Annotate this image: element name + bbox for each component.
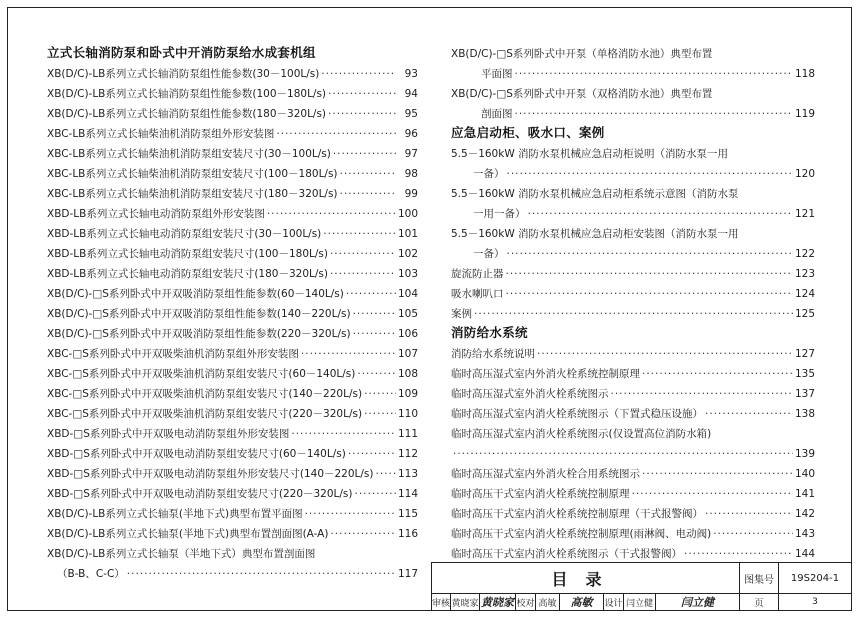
toc-page-number: 107 bbox=[397, 348, 418, 360]
toc-entry bbox=[47, 204, 418, 224]
toc-entry bbox=[47, 504, 418, 524]
toc-entry-title: 临时高压干式室内消火栓系统控制原理（干式报警阀） bbox=[451, 508, 703, 520]
toc-page-number: 135 bbox=[794, 368, 815, 380]
check-label: 校对 bbox=[516, 593, 536, 611]
toc-entry-line1: XB(D/C)-LB系列立式长轴泵（半地下式）典型布置剖面图 bbox=[47, 548, 316, 560]
leader-dots bbox=[507, 164, 793, 184]
toc-entry-line1: 5.5－160kW 消防水泵机械应急启动柜系统示意图（消防水泵 bbox=[451, 188, 739, 200]
toc-entry bbox=[47, 184, 418, 204]
toc-entry bbox=[47, 124, 418, 144]
toc-page-number: 111 bbox=[397, 428, 418, 440]
toc-entry-title: XBD-□S系列卧式中开双吸电动消防泵组安装尺寸(60－140L/s) bbox=[47, 448, 346, 460]
toc-entry bbox=[451, 444, 815, 464]
toc-entry bbox=[47, 64, 418, 84]
leader-dots bbox=[515, 104, 793, 124]
toc-entry bbox=[451, 264, 815, 284]
leader-dots bbox=[348, 444, 396, 464]
design-label: 设计 bbox=[604, 593, 624, 611]
section-heading-fire-water-system: 消防给水系统 bbox=[451, 325, 528, 340]
toc-entry bbox=[451, 544, 815, 564]
toc-entry-title: XB(D/C)-□S系列卧式中开双吸消防泵组性能参数(140－220L/s) bbox=[47, 308, 351, 320]
toc-page-number: 93 bbox=[404, 68, 418, 80]
toc-entry-title: XBC-LB系列立式长轴柴油机消防泵组安装尺寸(30－100L/s) bbox=[47, 148, 331, 160]
toc-entry bbox=[47, 484, 418, 504]
toc-entry-title: XBD-□S系列卧式中开双吸电动消防泵组外形安装尺寸(140－220L/s) bbox=[47, 468, 374, 480]
toc-entry-title: XBD-□S系列卧式中开双吸电动消防泵组安装尺寸(220－320L/s) bbox=[47, 488, 353, 500]
toc-entry bbox=[47, 144, 418, 164]
toc-page-number: 144 bbox=[794, 548, 815, 560]
toc-page-number: 119 bbox=[794, 108, 815, 120]
page-title: 目录 bbox=[432, 563, 740, 593]
toc-entry bbox=[47, 364, 418, 384]
toc-page-number: 109 bbox=[397, 388, 418, 400]
toc-entry bbox=[47, 324, 418, 344]
toc-entry bbox=[451, 464, 815, 484]
atlas-number: 19S204-1 bbox=[790, 572, 840, 584]
toc-page-number: 114 bbox=[397, 488, 418, 500]
reviewer-name: 黄晓家 bbox=[451, 593, 480, 611]
toc-entry bbox=[47, 224, 418, 244]
toc-entry-title: 临时高压湿式室内外消火栓合用系统图示 bbox=[451, 468, 640, 480]
toc-page-number: 140 bbox=[794, 468, 815, 480]
toc-entry bbox=[47, 424, 418, 444]
toc-page-number: 106 bbox=[397, 328, 418, 340]
toc-entry-line1: 5.5－160kW 消防水泵机械应急启动柜安装图（消防水泵一用 bbox=[451, 228, 739, 240]
leader-dots bbox=[376, 464, 396, 484]
toc-entry bbox=[47, 344, 418, 364]
toc-page-number: 105 bbox=[397, 308, 418, 320]
leader-dots bbox=[321, 64, 396, 84]
leader-dots bbox=[713, 524, 793, 544]
leader-dots bbox=[364, 384, 396, 404]
toc-page-number: 94 bbox=[404, 88, 418, 100]
leader-dots bbox=[506, 284, 793, 304]
toc-page-number: 139 bbox=[794, 448, 815, 460]
toc-entry bbox=[451, 344, 815, 364]
toc-entry bbox=[451, 284, 815, 304]
toc-entry-title: 旋流防止器 bbox=[451, 268, 504, 280]
toc-entry-title: 临时高压干式室内消火栓系统控制原理(雨淋阀、电动阀) bbox=[451, 528, 712, 540]
toc-entry-line1: XB(D/C)-□S系列卧式中开泵（双格消防水池）典型布置 bbox=[451, 88, 713, 100]
toc-page-number: 103 bbox=[397, 268, 418, 280]
leader-dots bbox=[340, 164, 396, 184]
toc-entry-title: XBC-□S系列卧式中开双吸柴油机消防泵组安装尺寸(60－140L/s) bbox=[47, 368, 356, 380]
toc-entry-line2: （B-B、C-C） bbox=[57, 568, 125, 580]
toc-entry bbox=[451, 304, 815, 324]
checker-name: 高敏 bbox=[536, 593, 560, 611]
toc-entry bbox=[47, 444, 418, 464]
toc-page-number: 127 bbox=[794, 348, 815, 360]
toc-entry-line1: 5.5－160kW 消防水泵机械应急启动柜说明（消防水泵一用 bbox=[451, 148, 729, 160]
leader-dots bbox=[515, 64, 793, 84]
leader-dots bbox=[507, 244, 793, 264]
atlas-number-label: 图集号 bbox=[740, 563, 779, 593]
toc-page-number: 143 bbox=[794, 528, 815, 540]
toc-entry-title: 吸水喇叭口 bbox=[451, 288, 504, 300]
page-number: 3 bbox=[812, 597, 818, 607]
leader-dots bbox=[364, 404, 396, 424]
toc-right-column bbox=[451, 44, 815, 564]
leader-dots bbox=[301, 344, 396, 364]
toc-entry bbox=[47, 104, 418, 124]
toc-entry bbox=[451, 504, 815, 524]
toc-entry bbox=[47, 464, 418, 484]
toc-entry bbox=[451, 364, 815, 384]
leader-dots bbox=[611, 384, 793, 404]
leader-dots bbox=[328, 84, 396, 104]
toc-entry-line2: 平面图 bbox=[481, 68, 513, 80]
toc-entry bbox=[451, 224, 815, 264]
toc-entry bbox=[47, 244, 418, 264]
leader-dots bbox=[305, 504, 396, 524]
toc-entry bbox=[451, 404, 815, 424]
leader-dots bbox=[267, 204, 396, 224]
leader-dots bbox=[276, 124, 396, 144]
toc-entry bbox=[47, 524, 418, 544]
page-label: 页 bbox=[740, 593, 779, 611]
toc-entry bbox=[47, 404, 418, 424]
toc-entry-title: XB(D/C)-LB系列立式长轴泵(半地下式)典型布置剖面图(A-A) bbox=[47, 528, 329, 540]
leader-dots bbox=[127, 564, 396, 584]
section-heading-pumps: 立式长轴消防泵和卧式中开消防泵给水成套机组 bbox=[47, 45, 316, 60]
toc-entry-line2: 一备） bbox=[473, 168, 505, 180]
toc-entry-title: XBD-LB系列立式长轴电动消防泵组安装尺寸(30－100L/s) bbox=[47, 228, 322, 240]
leader-dots bbox=[340, 184, 396, 204]
toc-page-number: 100 bbox=[397, 208, 418, 220]
toc-entry bbox=[451, 384, 815, 404]
toc-entry-title: XB(D/C)-LB系列立式长轴消防泵组性能参数(100－180L/s) bbox=[47, 88, 327, 100]
leader-dots bbox=[642, 364, 793, 384]
toc-entry-title: XB(D/C)-LB系列立式长轴消防泵组性能参数(180－320L/s) bbox=[47, 108, 327, 120]
leader-dots bbox=[528, 204, 793, 224]
toc-entry bbox=[47, 284, 418, 304]
leader-dots bbox=[328, 104, 396, 124]
toc-page-number: 104 bbox=[397, 288, 418, 300]
toc-entry-line2: 剖面图 bbox=[481, 108, 513, 120]
toc-entry-title: 案例 bbox=[451, 308, 472, 320]
toc-page-number: 138 bbox=[794, 408, 815, 420]
leader-dots bbox=[705, 504, 793, 524]
leader-dots bbox=[684, 544, 793, 564]
toc-entry bbox=[451, 44, 815, 84]
toc-entry bbox=[47, 264, 418, 284]
title-block bbox=[431, 562, 852, 611]
toc-page-number: 116 bbox=[397, 528, 418, 540]
leader-dots bbox=[346, 284, 396, 304]
toc-entry-title: XBD-LB系列立式长轴电动消防泵组安装尺寸(100－180L/s) bbox=[47, 248, 328, 260]
toc-page-number: 113 bbox=[397, 468, 418, 480]
leader-dots bbox=[353, 324, 396, 344]
toc-entry bbox=[47, 564, 418, 584]
toc-page-number: 102 bbox=[397, 248, 418, 260]
toc-entry-title: 临时高压湿式室外消火栓系统图示 bbox=[451, 388, 609, 400]
toc-entry-title: 临时高压干式室内消火栓系统图示（干式报警阀） bbox=[451, 548, 682, 560]
toc-page-number: 108 bbox=[397, 368, 418, 380]
leader-dots bbox=[353, 304, 396, 324]
toc-entry bbox=[451, 484, 815, 504]
toc-page-number: 118 bbox=[794, 68, 815, 80]
designer-signature: 闫立健 bbox=[656, 593, 740, 611]
toc-page-number: 121 bbox=[794, 208, 815, 220]
toc-page-number: 141 bbox=[794, 488, 815, 500]
leader-dots bbox=[330, 264, 396, 284]
toc-page-number: 112 bbox=[397, 448, 418, 460]
leader-dots bbox=[705, 404, 793, 424]
toc-entry-title: 临时高压干式室内消火栓系统控制原理 bbox=[451, 488, 630, 500]
section-heading-emergency: 应急启动柜、吸水口、案例 bbox=[451, 125, 605, 140]
toc-page-number: 120 bbox=[794, 168, 815, 180]
toc-entry bbox=[451, 144, 815, 184]
reviewer-signature: 黄晓家 bbox=[480, 593, 516, 611]
designer-name: 闫立健 bbox=[624, 593, 656, 611]
toc-entry bbox=[47, 164, 418, 184]
leader-dots bbox=[330, 524, 395, 544]
toc-entry bbox=[451, 524, 815, 544]
toc-page-number: 110 bbox=[397, 408, 418, 420]
toc-page-number: 95 bbox=[404, 108, 418, 120]
toc-page-number: 142 bbox=[794, 508, 815, 520]
toc-entry-title: 临时高压湿式室内消火栓系统图示（下置式稳压设施） bbox=[451, 408, 703, 420]
toc-entry bbox=[451, 184, 815, 224]
leader-dots bbox=[330, 244, 396, 264]
toc-entry-title: XBD-LB系列立式长轴电动消防泵组外形安装图 bbox=[47, 208, 265, 220]
toc-entry-title: XBD-LB系列立式长轴电动消防泵组安装尺寸(180－320L/s) bbox=[47, 268, 328, 280]
leader-dots bbox=[474, 304, 793, 324]
toc-page-number: 124 bbox=[794, 288, 815, 300]
review-label: 审核 bbox=[432, 593, 451, 611]
toc-page-number: 137 bbox=[794, 388, 815, 400]
toc-entry-title: XBC-LB系列立式长轴柴油机消防泵组安装尺寸(100－180L/s) bbox=[47, 168, 338, 180]
toc-page-number: 97 bbox=[404, 148, 418, 160]
toc-entry-title: XB(D/C)-□S系列卧式中开双吸消防泵组性能参数(220－320L/s) bbox=[47, 328, 351, 340]
toc-page-number: 96 bbox=[404, 128, 418, 140]
toc-entry bbox=[47, 384, 418, 404]
toc-entry-title: 临时高压湿式室内外消火栓系统控制原理 bbox=[451, 368, 640, 380]
toc-entry-title: XBC-□S系列卧式中开双吸柴油机消防泵组安装尺寸(220－320L/s) bbox=[47, 408, 363, 420]
toc-entry bbox=[451, 84, 815, 124]
leader-dots bbox=[632, 484, 793, 504]
toc-page-number: 98 bbox=[404, 168, 418, 180]
leader-dots bbox=[453, 444, 793, 464]
toc-entry bbox=[47, 304, 418, 324]
toc-entry-title: XB(D/C)-LB系列立式长轴泵(半地下式)典型布置平面图 bbox=[47, 508, 303, 520]
toc-entry-title: XBC-LB系列立式长轴柴油机消防泵组安装尺寸(180－320L/s) bbox=[47, 188, 338, 200]
leader-dots bbox=[333, 144, 396, 164]
leader-dots bbox=[642, 464, 793, 484]
toc-page-number: 122 bbox=[794, 248, 815, 260]
toc-entry-line1: 临时高压湿式室内消火栓系统图示(仅设置高位消防水箱) bbox=[451, 428, 712, 440]
toc-entry-line2: 一备） bbox=[473, 248, 505, 260]
toc-entry-title: 消防给水系统说明 bbox=[451, 348, 535, 360]
leader-dots bbox=[291, 424, 396, 444]
toc-page-number: 125 bbox=[794, 308, 815, 320]
toc-entry-line1: XB(D/C)-□S系列卧式中开泵（单格消防水池）典型布置 bbox=[451, 48, 713, 60]
leader-dots bbox=[506, 264, 793, 284]
toc-page-number: 123 bbox=[794, 268, 815, 280]
toc-left-column bbox=[47, 44, 418, 584]
toc-page-number: 101 bbox=[397, 228, 418, 240]
toc-entry-title: XBC-□S系列卧式中开双吸柴油机消防泵组安装尺寸(140－220L/s) bbox=[47, 388, 363, 400]
toc-entry-title: XBC-LB系列立式长轴柴油机消防泵组外形安装图 bbox=[47, 128, 275, 140]
toc-entry-line2: 一用一备） bbox=[473, 208, 526, 220]
toc-page-number: 99 bbox=[404, 188, 418, 200]
leader-dots bbox=[357, 364, 396, 384]
leader-dots bbox=[323, 224, 396, 244]
leader-dots bbox=[537, 344, 793, 364]
toc-entry-title: XB(D/C)-LB系列立式长轴消防泵组性能参数(30－100L/s) bbox=[47, 68, 320, 80]
leader-dots bbox=[355, 484, 396, 504]
checker-signature: 高敏 bbox=[560, 593, 604, 611]
toc-entry-title: XBC-□S系列卧式中开双吸柴油机消防泵组外形安装图 bbox=[47, 348, 299, 360]
toc-entry-title: XB(D/C)-□S系列卧式中开双吸消防泵组性能参数(60－140L/s) bbox=[47, 288, 344, 300]
toc-entry bbox=[47, 84, 418, 104]
toc-page-number: 117 bbox=[397, 568, 418, 580]
toc-page-number: 115 bbox=[397, 508, 418, 520]
toc-entry-title: XBD-□S系列卧式中开双吸电动消防泵组外形安装图 bbox=[47, 428, 290, 440]
